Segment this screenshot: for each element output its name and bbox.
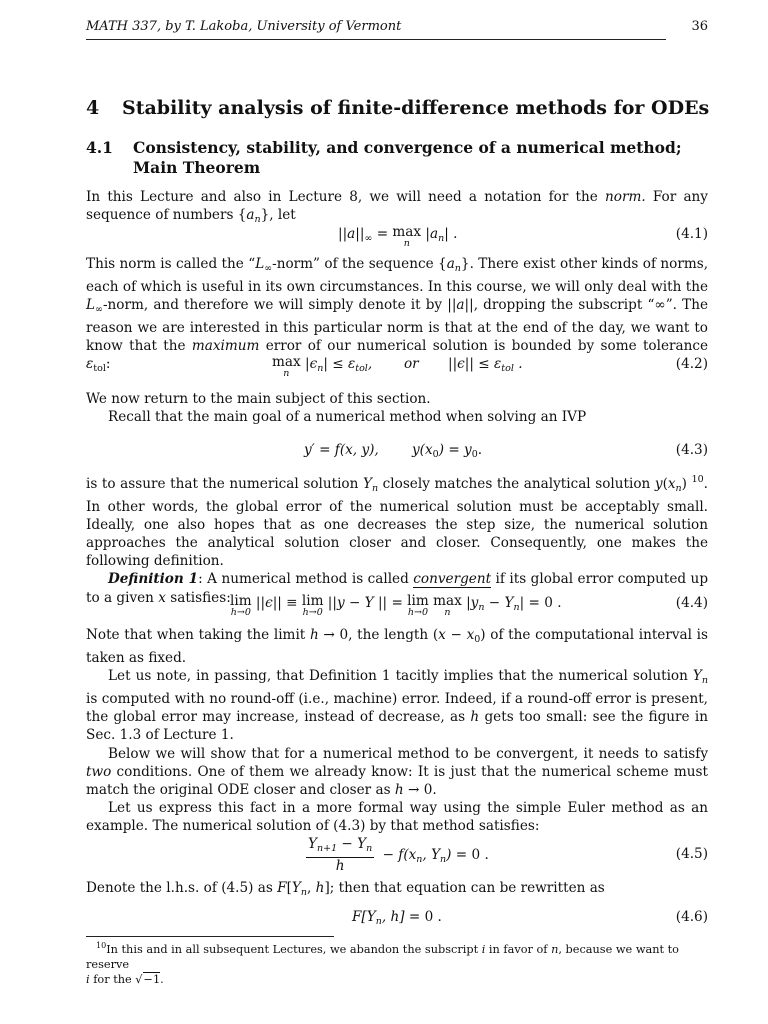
equation-label-4-4: (4.4)	[675, 595, 708, 611]
subsection-number: 4.1	[86, 138, 113, 157]
running-header	[86, 19, 666, 40]
paragraph-lhs: Denote the l.h.s. of (4.5) as $F[Y_n$, h]; then that equation can be rewritten as	[86, 880, 605, 898]
equation-4-4: lim h→0 ||ϵ|| ≡ lim h→0 ||y − Y || = lim h→0 max n $|y_n - Y_n| = 0$ . (4.4)	[230, 593, 708, 618]
footnote-mark: 10	[96, 941, 107, 950]
equation-4-6: $F[Y_n$, h] = 0 . (4.6)	[352, 909, 708, 927]
equation-label-4-1: (4.1)	[675, 226, 708, 242]
paragraph-norm-intro: In this Lecture and also in Lecture 8, we will need a notation for the norm. For any sequence of numbers $\{a_n\}$, let	[86, 189, 708, 226]
equation-label-4-5: (4.5)	[675, 846, 708, 862]
equation-label-4-2: (4.2)	[675, 356, 708, 372]
running-title: MATH 337, by T. Lakoba, University of Vermont	[86, 19, 402, 34]
page-number: 36	[691, 19, 708, 34]
equation-label-4-6: (4.6)	[675, 909, 708, 925]
emph-two: two	[86, 763, 112, 780]
term-convergent: convergent	[413, 571, 492, 588]
footnote-ref-10: 10	[691, 474, 704, 485]
section-title: Stability analysis of finite-difference methods for ODEs	[122, 97, 710, 119]
emph-maximum: maximum	[191, 338, 260, 355]
page	[86, 0, 708, 1024]
paragraph-goal: is to assure that the numerical solution $Y_n$ closely matches the analytical solution $y(x_n)$ $^{10}$. In other words, the global error of the numerical solution must be acceptably small. Ideally, one also hopes that as one decreases the step size, the numerical solution approaches the analytical solution closer and closer. Consequently, one makes the following definition. Definition 1: A numerical method is called convergent if its global error computed up to a given x satisfies:	[86, 474, 709, 606]
equation-label-4-3: (4.3)	[675, 442, 708, 458]
section-heading	[86, 97, 709, 119]
section-number: 4	[86, 97, 100, 119]
equation-or: or	[404, 356, 419, 372]
equation-4-1: $||a||_\infty = \max$ n $|a_n|$ . (4.1)	[338, 224, 708, 249]
footnote-10: $^{10}$In this and in all subsequent Lectures, we abandon the subscript i in favor of n, because we want to reserve i for the √−1.	[86, 941, 679, 986]
paragraph-norm-definition: This norm is called the “$L_\infty$-norm” of the sequence $\{a_n\}$. There exist other kinds of norms, each of which is useful in its own circumstances. In this course, we will only deal with the $L_\infty$-norm, and therefore we will simply denote it by ||a||, dropping the subscript “∞”. The reason we are interested in this particular norm is that at the end of the day, we want to know that the maximum error of our numerical solution is bounded by some tolerance $\varepsilon_{tol}$:	[86, 256, 709, 375]
subsection-title-line1: Consistency, stability, and convergence of a numerical method;	[133, 138, 682, 157]
equation-4-3: y′ = f(x, y), $y(x_0) = y_0$. (4.3)	[304, 442, 708, 460]
subsection-title-line2: Main Theorem	[133, 158, 261, 177]
equation-4-2: max n $|\epsilon_n| \le \varepsilon_{tol}$, or $||\epsilon|| \le \varepsilon_{tol}$ . (4.2)	[272, 354, 708, 379]
paragraph-main-subject: We now return to the main subject of this section. Recall that the main goal of a numerical method when solving an IVP	[86, 391, 587, 426]
footnote-rule	[86, 936, 334, 937]
definition-name: Definition 1	[108, 571, 199, 588]
equation-4-5: $\frac{Y_{n+1} - Y_n}{h}$ − $f(x_n$, $Y_n) = 0$ . (4.5)	[308, 836, 708, 874]
emph-norm: norm.	[605, 189, 646, 205]
paragraph-limit-note: Note that when taking the limit h → 0, the length $(x - x_0)$ of the computational interval is taken as fixed. Let us note, in passing, that Definition 1 tacitly implies that the numerical solution $Y_n$ is computed with no round-off (i.e., machine) error. Indeed, if a round-off error is present, the global error may increase, instead of decrease, as h gets too small: see the figure in Sec. 1.3 of Lecture 1. Below we will show that for a numerical method to be convergent, it needs to satisfy two conditions. One of them we already know: It is just that the numerical scheme must match the original ODE closer and closer as h → 0. Let us express this fact in a more formal way using the simple Euler method as an example. The numerical solution of (4.3) by that method satisfies:	[86, 627, 708, 834]
subsection-heading	[86, 138, 708, 178]
